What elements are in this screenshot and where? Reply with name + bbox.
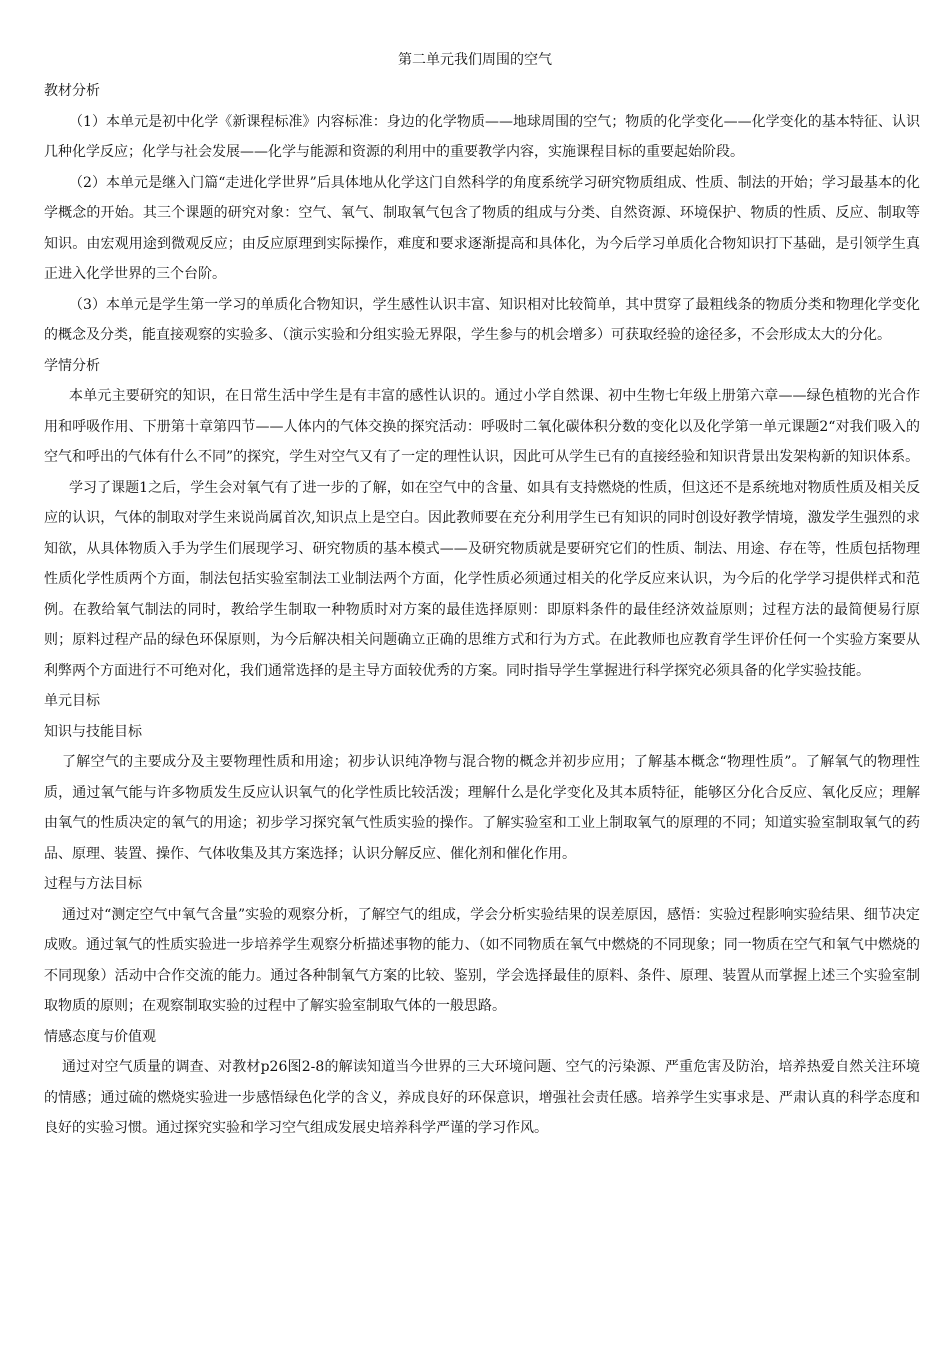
materials-paragraph-3: （3）本单元是学生第一学习的单质化合物知识，学生感性认识丰富、知识相对比较简单，其中贯穿了最粗线条的物质分类和物理化学变化的概念及分类，能直接观察的实验多、（演示实验和分组实验无界限，学生参与的机会增多）可获取经验的途径多，不会形成太大的分化。 [44, 296, 920, 343]
process-paragraph: 通过对“测定空气中氧气含量”实验的观察分析，了解空气的组成，学会分析实验结果的误差原因，感悟：实验过程影响实验结果、细节决定成败。通过氧气的性质实验进一步培养学生观察分析描述事物的能力、（如不同物质在氧气中燃烧的不同现象；同一物质在空气和氧气中燃烧的不同现象）活动中合作交流的能力。通过各种制氧气方案的比较、鉴别，学会选择最佳的原料、条件、原理、装置从而掌握上述三个实验室制取物质的原则；在观察制取实验的过程中了解实验室制取气体的一般思路。 [44, 906, 920, 1014]
document-title: 第二单元我们周围的空气 [398, 52, 552, 68]
subheading-process: 过程与方法目标 [44, 876, 142, 892]
learners-paragraph-1: 本单元主要研究的知识，在日常生活中学生是有丰富的感性认识的。通过小学自然课、初中生物七年级上册第六章——绿色植物的光合作用和呼吸作用、下册第十章第四节——人体内的气体交换的探究活动：呼吸时二氧化碳体积分数的变化以及化学第一单元课题2“对我们吸入的空气和呼出的气体有什么不同”的探究，学生对空气又有了一定的理性认识，因此可从学生已有的直接经验和知识背景出发架构新的知识体系。 [44, 388, 920, 465]
attitude-paragraph: 通过对空气质量的调查、对教材p26图2-8的解读知道当今世界的三大环境问题、空气的污染源、严重危害及防治，培养热爱自然关注环境的情感；通过硫的燃烧实验进一步感悟绿色化学的含义，养成良好的环保意识，增强社会责任感。培养学生实事求是、严肃认真的科学态度和良好的实验习惯。通过探究实验和学习空气组成发展史培养科学严谨的学习作风。 [44, 1059, 920, 1136]
subheading-attitude: 情感态度与价值观 [44, 1028, 156, 1045]
section-heading-materials: 教材分析 [44, 83, 100, 99]
materials-paragraph-1: （1）本单元是初中化学《新课程标准》内容标准：身边的化学物质——地球周围的空气；物质的化学变化——化学变化的基本特征、认识几种化学反应；化学与社会发展——化学与能源和资源的利用中的重要教学内容，实施课程目标的重要起始阶段。 [44, 113, 920, 160]
learners-paragraph-2: 学习了课题1之后，学生会对氧气有了进一步的了解，如在空气中的含量、如具有支持燃烧的性质，但这还不是系统地对物质性质及相关反应的认识，气体的制取对学生来说尚属首次,知识点上是空白。因此教师要在充分利用学生已有知识的同时创设好教学情境，激发学生强烈的求知欲，从具体物质入手为学生们展现学习、研究物质的基本模式——及研究物质就是要研究它们的性质、制法、用途、存在等，性质包括物理性质化学性质两个方面，制法包括实验室制法工业制法两个方面，化学性质必须通过相关的化学反应来认识，为今后的化学学习提供样式和范例。在教给氧气制法的同时，教给学生制取一种物质时对方案的最佳选择原则：即原料条件的最佳经济效益原则；过程方法的最简便易行原则；原料过程产品的绿色环保原则，为今后解决相关问题确立正确的思维方式和行为方式。在此教师也应教育学生评价任何一个实验方案要从利弊两个方面进行不可绝对化，我们通常选择的是主导方面较优秀的方案。同时指导学生掌握进行科学探究必须具备的化学实验技能。 [44, 479, 920, 679]
knowledge-paragraph: 了解空气的主要成分及主要物理性质和用途；初步认识纯净物与混合物的概念并初步应用；了解基本概念“物理性质”。了解氧气的物理性质，通过氧气能与许多物质发生反应认识氧气的化学性质比较活泼；理解什么是化学变化及其本质特征，能够区分化合反应、氧化反应；理解由氧气的性质决定的氧气的用途；初步学习探究氧气性质实验的操作。了解实验室和工业上制取氧气的原理的不同；知道实验室制取氧气的药品、原理、装置、操作、气体收集及其方案选择；认识分解反应、催化剂和催化作用。 [44, 754, 920, 862]
section-heading-goals: 单元目标 [44, 693, 100, 709]
subheading-knowledge: 知识与技能目标 [44, 723, 142, 740]
document-body [44, 76, 920, 1144]
section-heading-learners: 学情分析 [44, 357, 100, 374]
materials-paragraph-2: （2）本单元是继入门篇“走进化学世界”后具体地从化学这门自然科学的角度系统学习研究物质组成、性质、制法的开始；学习最基本的化学概念的开始。其三个课题的研究对象：空气、氧气、制取氧气包含了物质的组成与分类、自然资源、环境保护、物质的性质、反应、制取等知识。由宏观用途到微观反应；由反应原理到实际操作，难度和要求逐渐提高和具体化，为今后学习单质化合物知识打下基础，是引领学生真正进入化学世界的三个台阶。 [44, 174, 920, 282]
